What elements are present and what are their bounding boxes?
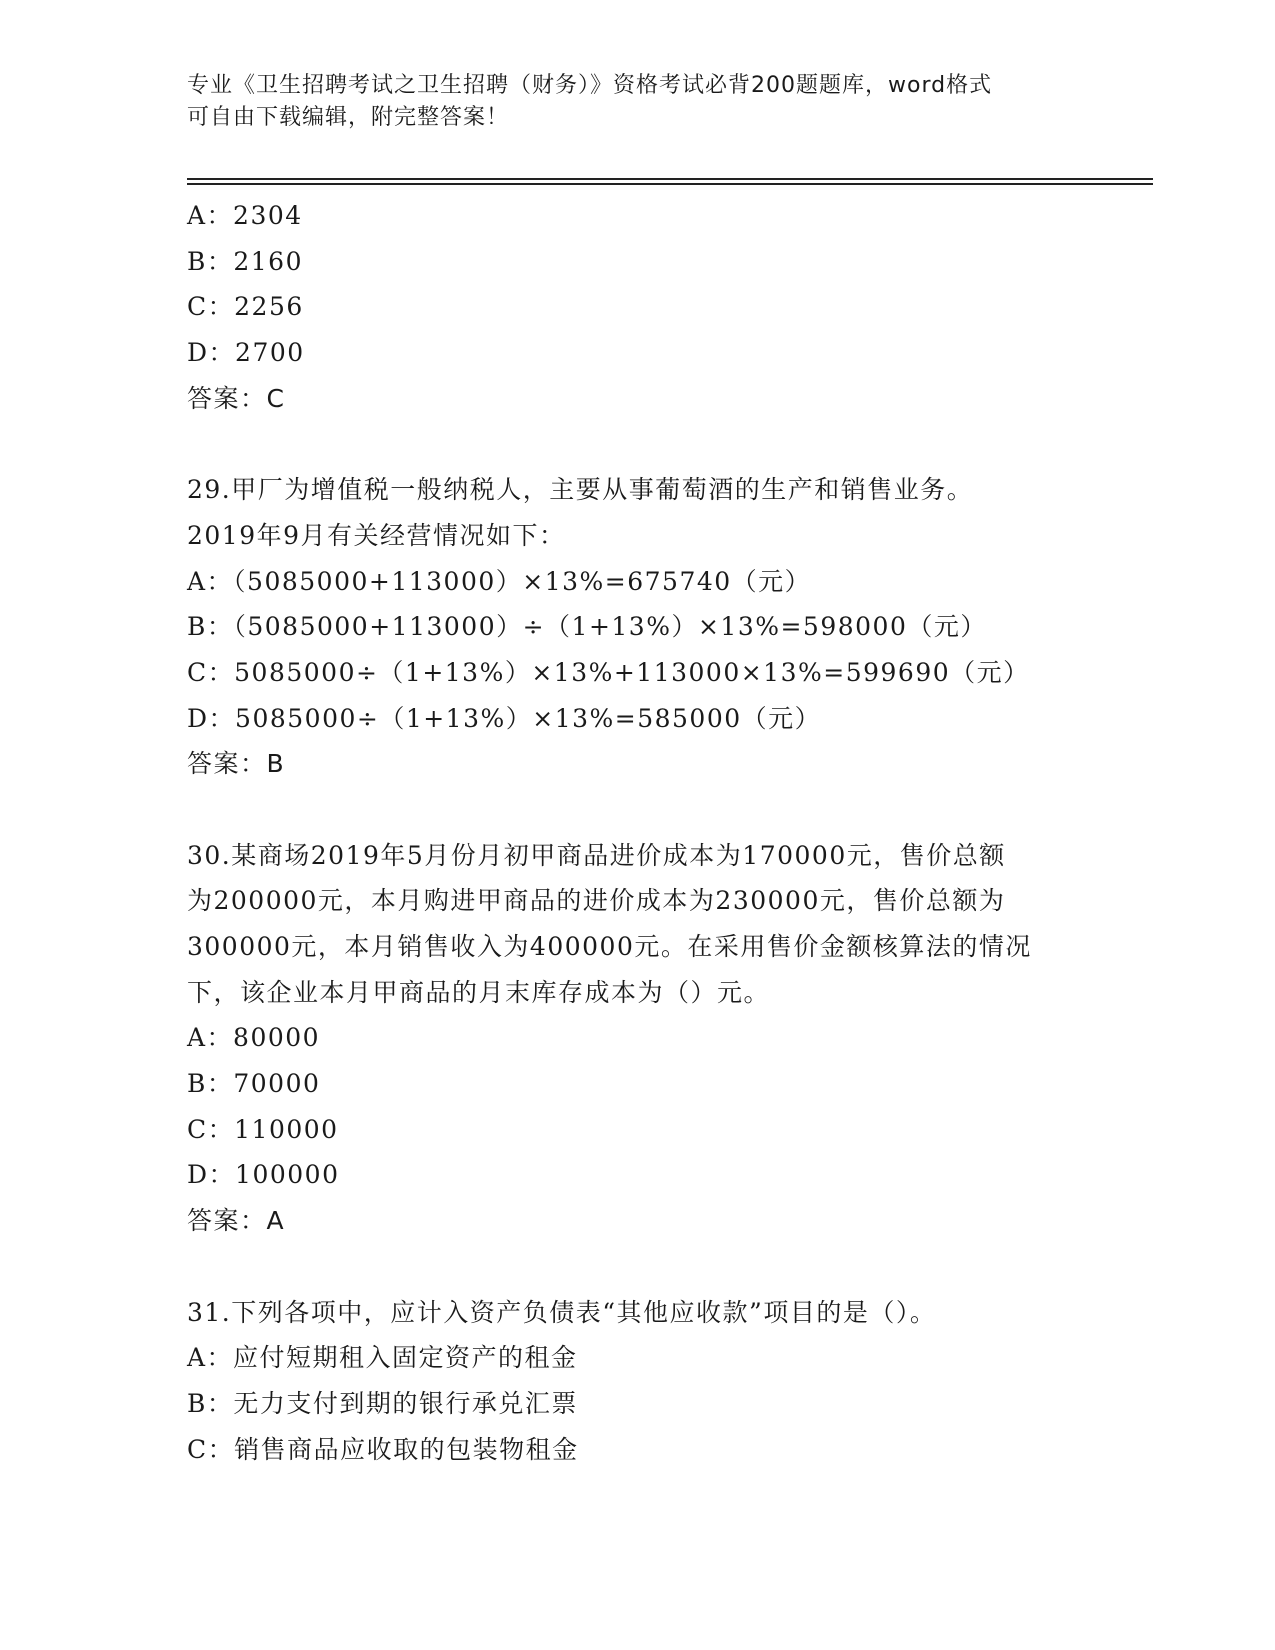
question-stem-line-1: 29.甲厂为增值税一般纳税人，主要从事葡萄酒的生产和销售业务。: [187, 475, 974, 505]
question-stem-line-3: 300000元，本月销售收入为400000元。在采用售价金额核算法的情况: [187, 932, 1032, 961]
spacer: [187, 787, 1087, 833]
option-c: C：5085000÷（1+13%）×13%+113000×13%=599690（元）: [187, 657, 1030, 687]
option-b: B：2160: [187, 246, 303, 276]
question-stem-line-4: 下，该企业本月甲商品的月末库存成本为（）元。: [187, 977, 771, 1007]
option-d: D：5085000÷（1+13%）×13%=585000（元）: [187, 703, 822, 733]
option-a: A：应付短期租入固定资产的租金: [187, 1343, 578, 1373]
option-b: B：70000: [187, 1069, 321, 1099]
header-divider: [187, 178, 1153, 180]
answer: 答案：A: [187, 1206, 286, 1236]
spacer: [187, 1244, 1087, 1290]
question-stem-line-1: 30.某商场2019年5月份月初甲商品进价成本为170000元，售价总额: [187, 840, 1006, 870]
question-stem-line-2: 2019年9月有关经营情况如下：: [187, 520, 566, 550]
question-stem: 31.下列各项中，应计入资产负债表“其他应收款”项目的是（）。: [187, 1297, 937, 1327]
option-a: A：（5085000+113000）×13%=675740（元）: [187, 566, 812, 596]
answer: 答案：B: [187, 749, 286, 779]
header-line-2: 可自由下载编辑，附完整答案！: [187, 105, 510, 130]
option-c: C：2256: [187, 292, 304, 322]
option-d: D：2700: [187, 338, 305, 368]
question-31: [187, 1290, 1087, 1473]
question-28: [187, 193, 1087, 421]
question-stem-line-2: 为200000元，本月购进甲商品的进价成本为230000元，售价总额为: [187, 886, 1006, 916]
option-c: C：110000: [187, 1114, 339, 1144]
question-list: [187, 193, 1087, 1472]
question-29: [187, 467, 1087, 787]
header-divider-second: [187, 183, 1153, 185]
option-b: B：无力支付到期的银行承兑汇票: [187, 1388, 578, 1418]
header-line-1: 专业《卫生招聘考试之卫生招聘（财务）》资格考试必背200题题库，word格式: [187, 73, 993, 98]
option-c: C：销售商品应收取的包装物租金: [187, 1434, 579, 1464]
option-a: A：2304: [187, 201, 303, 230]
spacer: [187, 421, 1087, 467]
option-b: B：（5085000+113000）÷（1+13%）×13%=598000（元）: [187, 612, 987, 642]
answer: 答案：C: [187, 383, 286, 413]
option-d: D：100000: [187, 1160, 340, 1190]
option-a: A：80000: [187, 1023, 321, 1053]
document-header: [187, 70, 1067, 134]
question-30: [187, 833, 1087, 1244]
